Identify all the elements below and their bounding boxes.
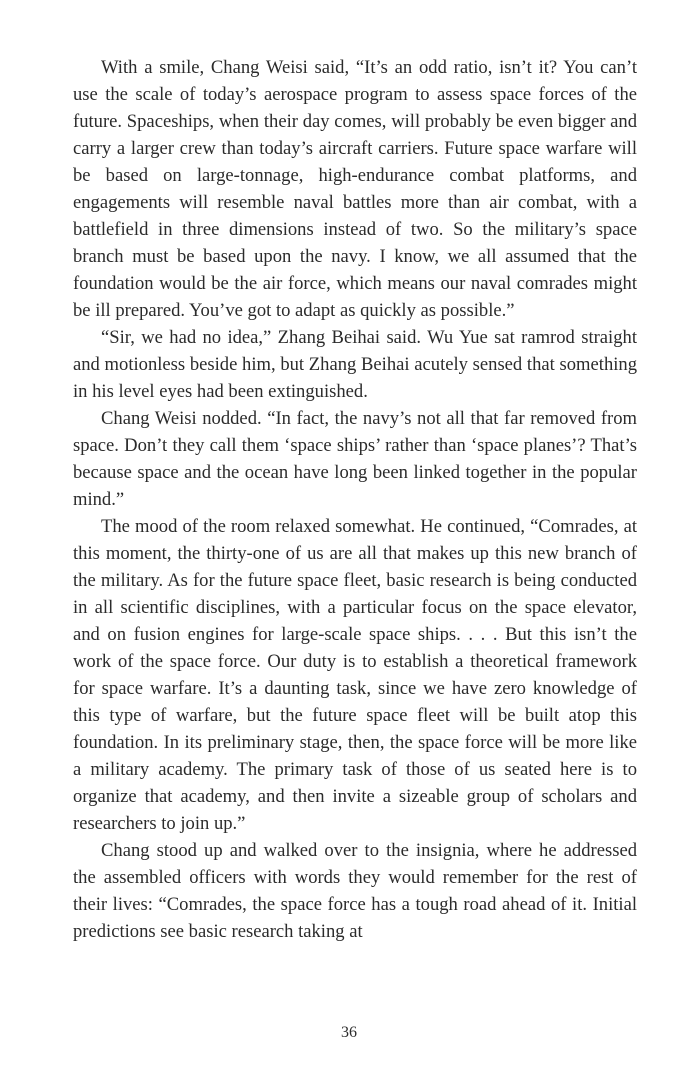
paragraph: “Sir, we had no idea,” Zhang Beihai said. Wu Yue sat ramrod straight and motionless beside him, but Zhang Beihai acutely sensed that something in his level eyes had been extinguished. bbox=[73, 327, 637, 402]
paragraph: The mood of the room relaxed somewhat. He continued, “Comrades, at this moment, the thirty-one of us are all that makes up this new branch of the military. As for the future space fleet, basic research is being conducted in all scientific disciplines, with a particular focus on the space elevator, and on fusion engines for large-scale space ships. . . . But this isn’t the work of the space force. Our duty is to establish a theoretical framework for space warfare. It’s a daunting task, since we have zero knowledge of this type of warfare, but the future space fleet will be built atop this foundation. In its preliminary stage, then, the space force will be more like a military academy. The primary task of those of us seated here is to organize that academy, and then invite a sizeable group of scholars and researchers to join up.” bbox=[73, 516, 637, 834]
paragraph: With a smile, Chang Weisi said, “It’s an odd ratio, isn’t it? You can’t use the scale of today’s aerospace program to assess space forces of the future. Spaceships, when their day comes, will probably be even bigger and carry a larger crew than today’s aircraft carriers. Future space warfare will be based on large-tonnage, high-endurance combat platforms, and engagements will resemble naval battles more than air combat, with a battlefield in three dimensions instead of two. So the military’s space branch must be based upon the navy. I know, we all assumed that the foundation would be the air force, which means our naval comrades might be ill prepared. You’ve got to adapt as quickly as possible.” bbox=[73, 57, 637, 321]
page-number: 36 bbox=[341, 1024, 357, 1041]
paragraph: Chang stood up and walked over to the insignia, where he addressed the assembled officers with words they would remember for the rest of their lives: “Comrades, the space force has a tough road ahead of it. Initial predictions see basic research taking at bbox=[73, 840, 637, 942]
paragraph: Chang Weisi nodded. “In fact, the navy’s not all that far removed from space. Don’t they call them ‘space ships’ rather than ‘space planes’? That’s because space and the ocean have long been linked together in the popular mind.” bbox=[73, 408, 637, 510]
body-text bbox=[73, 54, 637, 945]
